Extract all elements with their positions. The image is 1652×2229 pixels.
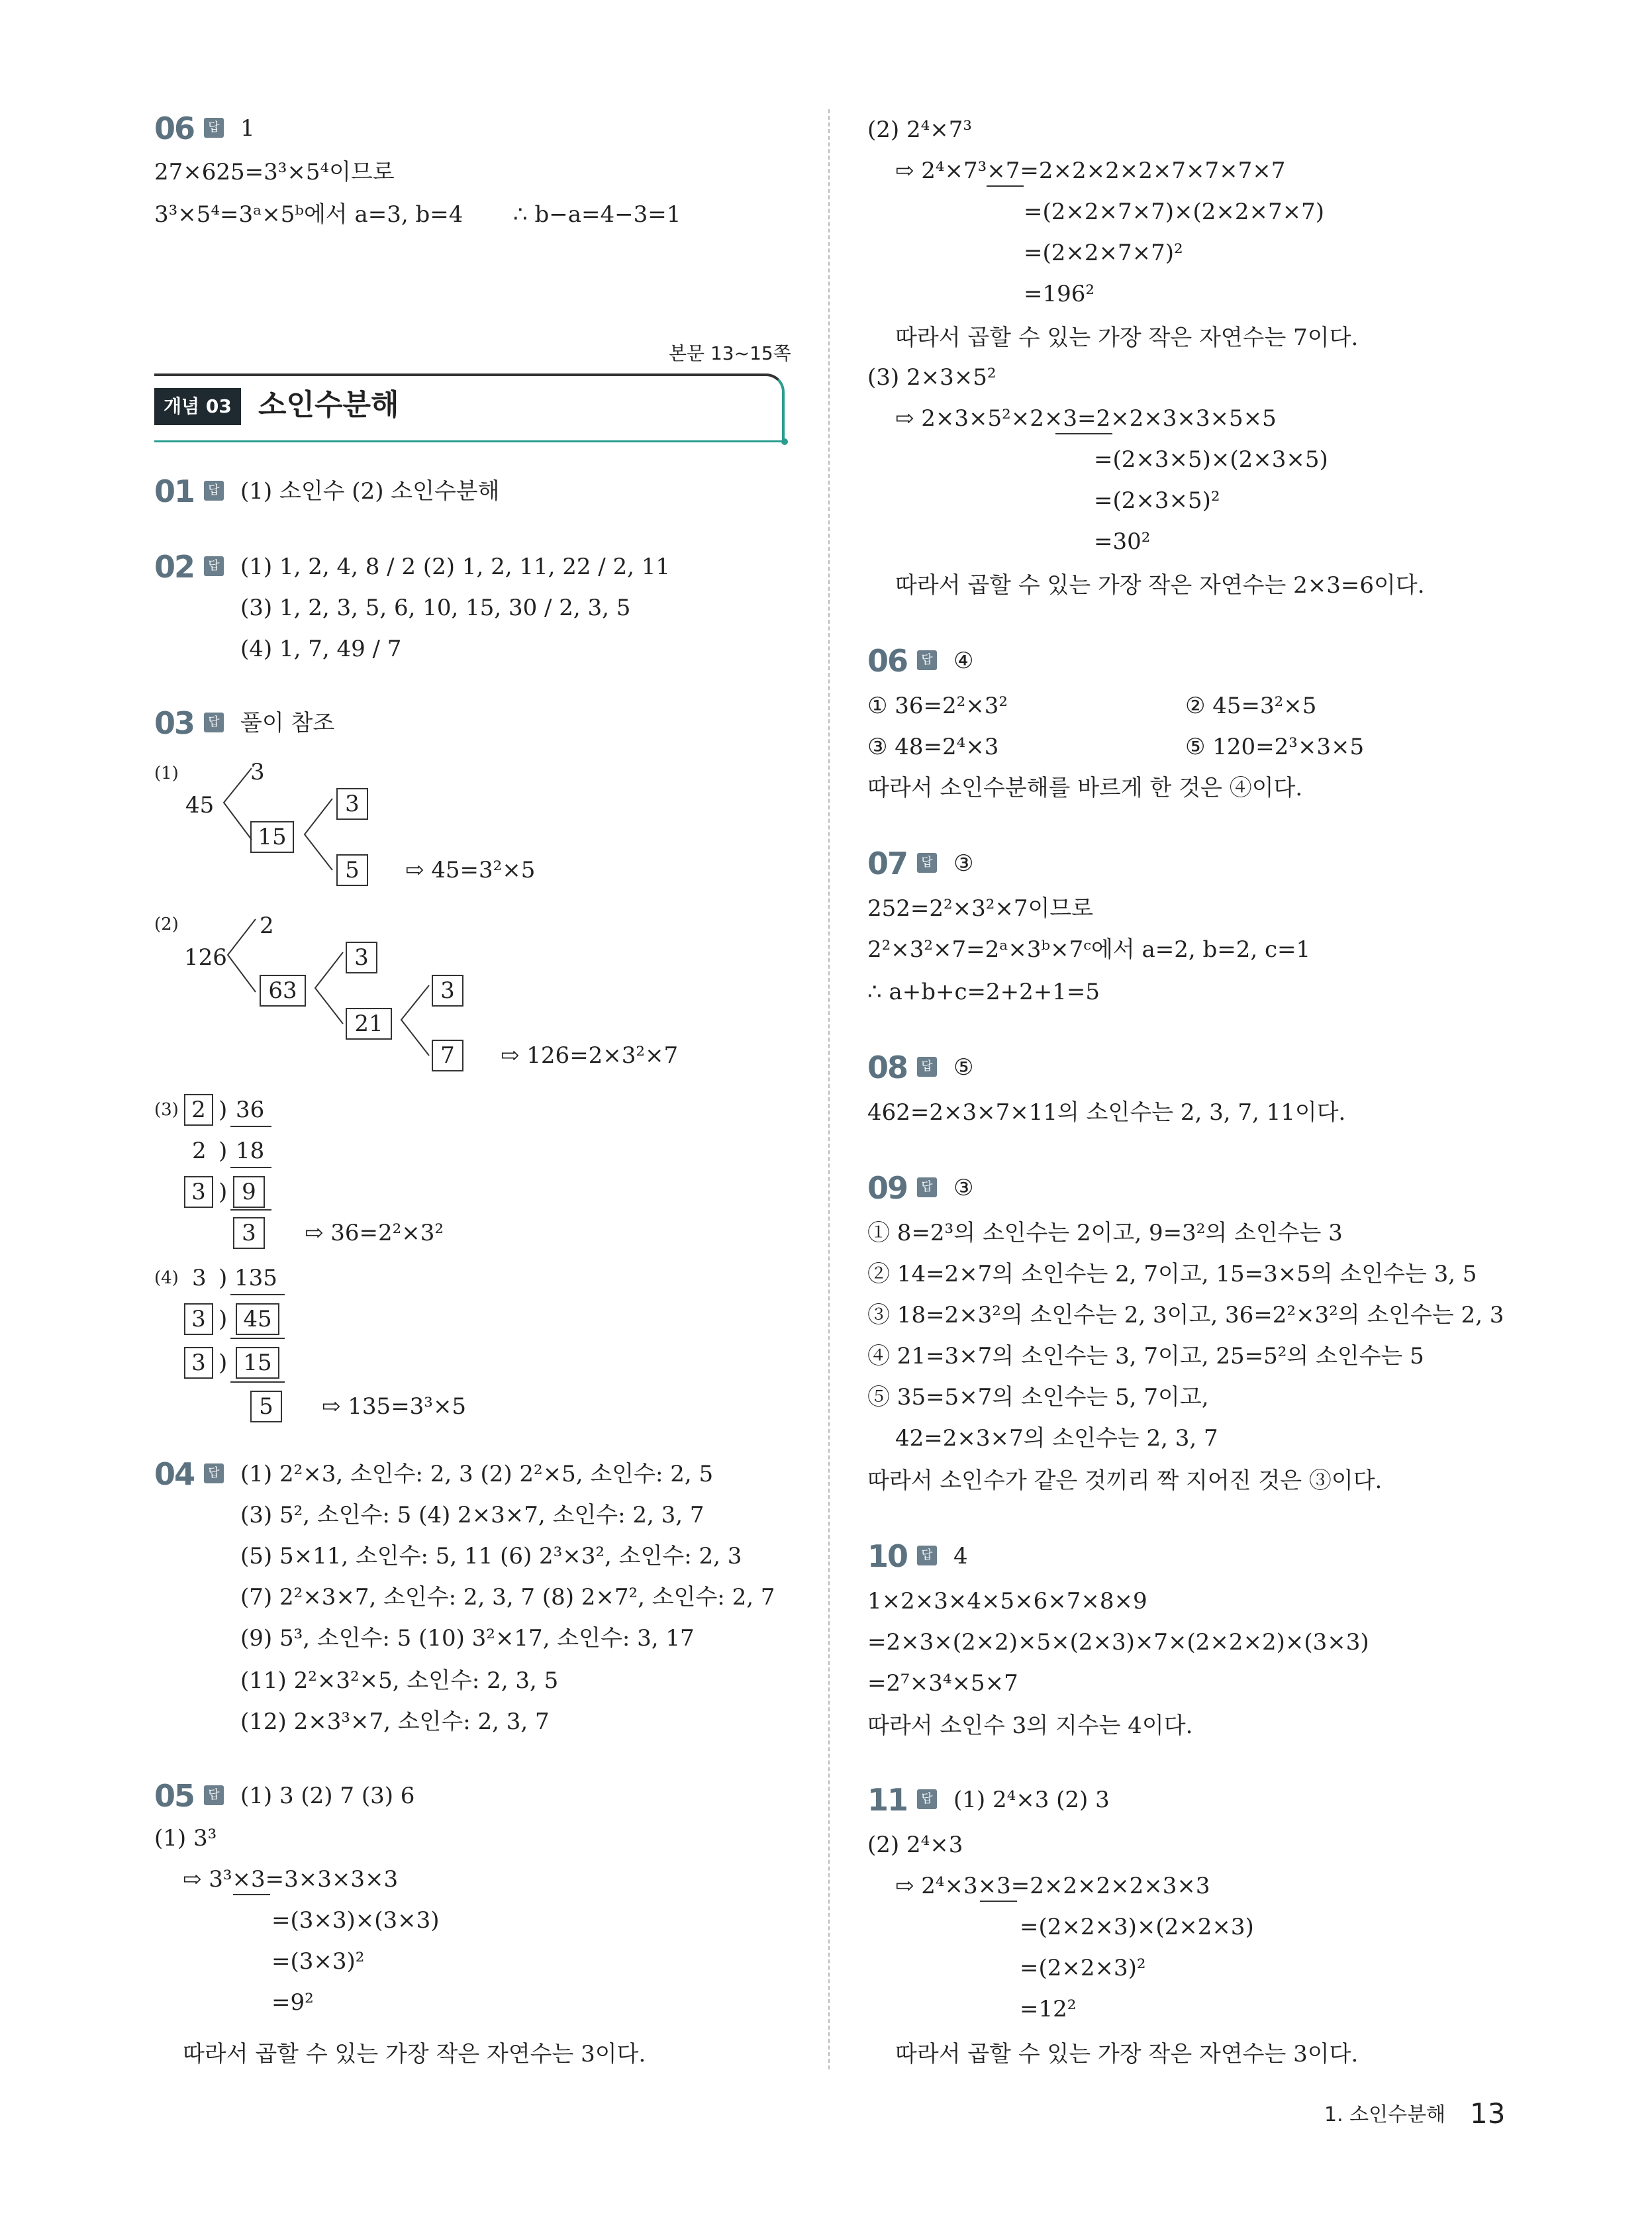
answer-tag: 답 [917,1789,937,1809]
column-separator [828,109,830,2069]
solution-line: =196² [1024,281,1095,307]
solution-line: =2×3×(2×2)×5×(2×3)×7×(2×2×2)×(3×3) [867,1629,1369,1656]
solution-line: (2) 2⁴×7³ [867,117,972,143]
answer-tag: 답 [917,1177,937,1197]
tree-branch [222,914,262,1000]
sub-label: (4) [154,1268,179,1288]
solution-line: =12² [1020,1996,1077,2022]
solution-line: ⇨ 3³×3=3×3×3×3 [183,1866,399,1893]
tree-node: 15 [250,821,294,853]
divisor: 3 [184,1303,213,1335]
divisor: 3 [192,1265,207,1291]
answer-value: 4 [953,1543,968,1569]
concept-header-frame [154,373,785,442]
tree-branch [219,762,258,848]
problem-number: 07 [867,846,908,881]
solution-line: 따라서 소인수가 같은 것끼리 짝 지어진 것은 ③이다. [867,1467,1383,1494]
concept-title: 소인수분해 [258,388,399,422]
solution-line: 252=2²×3²×7이므로 [867,895,1094,922]
answer-value: ③ [953,1175,974,1201]
option-line: ② 45=3²×5 [1185,693,1317,719]
answer-tag: 답 [917,1546,937,1565]
solution-line: =30² [1094,528,1151,555]
dividend: 135 [234,1265,277,1291]
solution-line: =(2×2×7×7)×(2×2×7×7) [1024,199,1325,225]
division-result: ⇨ 135=3³×5 [322,1393,467,1420]
tree-branch [299,792,339,878]
answer-value: ⑤ [953,1054,974,1081]
solution-line: =(2×2×3)² [1020,1955,1146,1981]
answer-value: (12) 2×3³×7, 소인수: 2, 3, 7 [240,1709,550,1735]
solution-line: ⇨ 2⁴×7³×7=2×2×2×2×7×7×7×7 [895,158,1286,184]
division-result: ⇨ 36=2²×3² [305,1220,444,1246]
dividend: 18 [236,1138,265,1164]
answer-value: (4) 1, 7, 49 / 7 [240,636,402,662]
tree-node: 21 [346,1008,392,1040]
divisor: 3 [184,1176,213,1208]
solution-line: 따라서 소인수분해를 바르게 한 것은 ④이다. [867,775,1303,801]
problem-number: 06 [154,111,195,146]
dividend: 36 [236,1097,265,1123]
solution-line: 따라서 곱할 수 있는 가장 작은 자연수는 3이다. [895,2041,1359,2067]
answer-value: (1) 2⁴×3 (2) 3 [953,1787,1110,1813]
page-number: 13 [1470,2097,1506,2130]
answer-value: (3) 1, 2, 3, 5, 6, 10, 15, 30 / 2, 3, 5 [240,595,631,621]
dividend: 45 [236,1303,279,1335]
answer-value: (3) 5², 소인수: 5 (4) 2×3×7, 소인수: 2, 3, 7 [240,1502,705,1528]
solution-line: ② 14=2×7의 소인수는 2, 7이고, 15=3×5의 소인수는 3, 5 [867,1261,1477,1287]
solution-line: 462=2×3×7×11의 소인수는 2, 3, 7, 11이다. [867,1099,1346,1126]
concept-badge: 개념 03 [154,388,241,425]
quotient: 5 [250,1391,282,1422]
sub-label: (3) [154,1100,179,1120]
quotient: 3 [233,1217,265,1249]
answer-value: (9) 5³, 소인수: 5 (10) 3²×17, 소인수: 3, 17 [240,1625,695,1652]
problem-number: 01 [154,473,195,509]
option-line: ⑤ 120=2³×3×5 [1185,734,1365,760]
solution-line: 42=2×3×7의 소인수는 2, 3, 7 [895,1425,1218,1452]
answer-value: ④ [953,648,974,674]
divisor: 3 [184,1347,213,1379]
answer-value: 1 [240,115,255,142]
answer-tag: 답 [204,713,224,732]
answer-value: (5) 5×11, 소인수: 5, 11 (6) 2³×3², 소인수: 2, 3 [240,1543,742,1569]
solution-line: =(2×2×3)×(2×2×3) [1020,1914,1254,1940]
tree-result: ⇨ 126=2×3²×7 [501,1042,679,1069]
answer-tag: 답 [204,1785,224,1805]
tree-node: 7 [432,1040,463,1071]
answer-tag: 답 [204,1463,224,1483]
tree-node: 3 [432,975,463,1007]
problem-number: 04 [154,1456,195,1492]
page-reference: 본문 13~15쪽 [669,342,791,364]
option-line: ③ 48=2⁴×3 [867,734,999,760]
solution-line: 따라서 소인수 3의 지수는 4이다. [867,1712,1193,1739]
answer-value: (1) 소인수 (2) 소인수분해 [240,478,500,505]
solution-line: 3³×5⁴=3ᵃ×5ᵇ에서 a=3, b=4 [154,201,463,228]
answer-value: (7) 2²×3×7, 소인수: 2, 3, 7 (8) 2×7², 소인수: 2, 7 [240,1584,775,1610]
solution-line: ⑤ 35=5×7의 소인수는 5, 7이고, [867,1384,1209,1411]
solution-line: =(3×3)×(3×3) [271,1907,440,1934]
tree-node: 2 [260,913,274,939]
divisor: 2 [184,1094,213,1126]
solution-line: =2⁷×3⁴×5×7 [867,1670,1018,1697]
tree-branch [396,979,436,1065]
answer-value: 풀이 참조 [240,710,335,736]
answer-value: (1) 2²×3, 소인수: 2, 3 (2) 2²×5, 소인수: 2, 5 [240,1461,714,1487]
tree-result: ⇨ 45=3²×5 [405,857,536,883]
answer-tag: 답 [917,853,937,873]
divisor: 2 [192,1138,207,1164]
answer-value: (1) 3 (2) 7 (3) 6 [240,1783,415,1809]
tree-node: 5 [336,854,368,886]
solution-line: (2) 2⁴×3 [867,1832,963,1858]
sub-label: (1) [154,764,179,783]
tree-node: 3 [346,942,377,973]
solution-line: =(2×3×5)×(2×3×5) [1094,446,1328,473]
solution-line: =(3×3)² [271,1948,365,1975]
dividend: 15 [236,1347,279,1379]
header-dot [781,438,788,445]
answer-tag: 답 [917,650,937,670]
answer-tag: 답 [204,118,224,138]
problem-number: 10 [867,1538,908,1574]
solution-line: ① 8=2³의 소인수는 2이고, 9=3²의 소인수는 3 [867,1220,1343,1246]
footer-chapter: 1. 소인수분해 [1324,2103,1446,2126]
tree-node: 63 [260,975,306,1007]
solution-line: 따라서 곱할 수 있는 가장 작은 자연수는 2×3=6이다. [895,572,1425,599]
problem-number: 03 [154,705,195,741]
answer-value: (11) 2²×3²×5, 소인수: 2, 3, 5 [240,1667,559,1694]
problem-number: 06 [867,643,908,679]
tree-branch [310,946,350,1032]
problem-number: 02 [154,549,195,585]
sub-label: (2) [154,915,179,934]
solution-line: =9² [271,1989,314,2016]
answer-value: (1) 1, 2, 4, 8 / 2 (2) 1, 2, 11, 22 / 2, 11 [240,554,671,580]
answer-value: ③ [953,850,974,877]
tree-node: 3 [250,759,265,785]
problem-number: 11 [867,1782,908,1818]
tree-node: 3 [336,788,368,820]
option-line: ① 36=2²×3² [867,693,1008,719]
solution-line: (3) 2×3×5² [867,364,996,391]
solution-line: ∴ b−a=4−3=1 [513,201,681,228]
solution-line: ∴ a+b+c=2+2+1=5 [867,979,1100,1005]
solution-line: ④ 21=3×7의 소인수는 3, 7이고, 25=5²의 소인수는 5 [867,1343,1424,1369]
solution-line: 27×625=3³×5⁴이므로 [154,159,395,185]
solution-line: ⇨ 2×3×5²×2×3=2×2×3×3×5×5 [895,405,1277,432]
solution-line: =(2×2×7×7)² [1024,240,1183,266]
solution-line: ⇨ 2⁴×3×3=2×2×2×2×3×3 [895,1873,1210,1899]
tree-node: 126 [184,944,227,971]
solution-line: 따라서 곱할 수 있는 가장 작은 자연수는 7이다. [895,324,1359,351]
answer-tag: 답 [204,556,224,576]
dividend: 9 [233,1176,265,1208]
problem-number: 05 [154,1778,195,1814]
answer-tag: 답 [204,481,224,501]
solution-line: 따라서 곱할 수 있는 가장 작은 자연수는 3이다. [183,2041,646,2067]
solution-line: 2²×3²×7=2ᵃ×3ᵇ×7ᶜ에서 a=2, b=2, c=1 [867,936,1311,963]
problem-number: 08 [867,1050,908,1085]
solution-line: =(2×3×5)² [1094,487,1220,514]
problem-number: 09 [867,1170,908,1206]
solution-line: 1×2×3×4×5×6×7×8×9 [867,1588,1147,1614]
tree-node: 45 [185,792,215,818]
solution-line: ③ 18=2×3²의 소인수는 2, 3이고, 36=2²×3²의 소인수는 2, 3 [867,1302,1504,1328]
answer-tag: 답 [917,1057,937,1077]
solution-line: (1) 3³ [154,1825,217,1852]
